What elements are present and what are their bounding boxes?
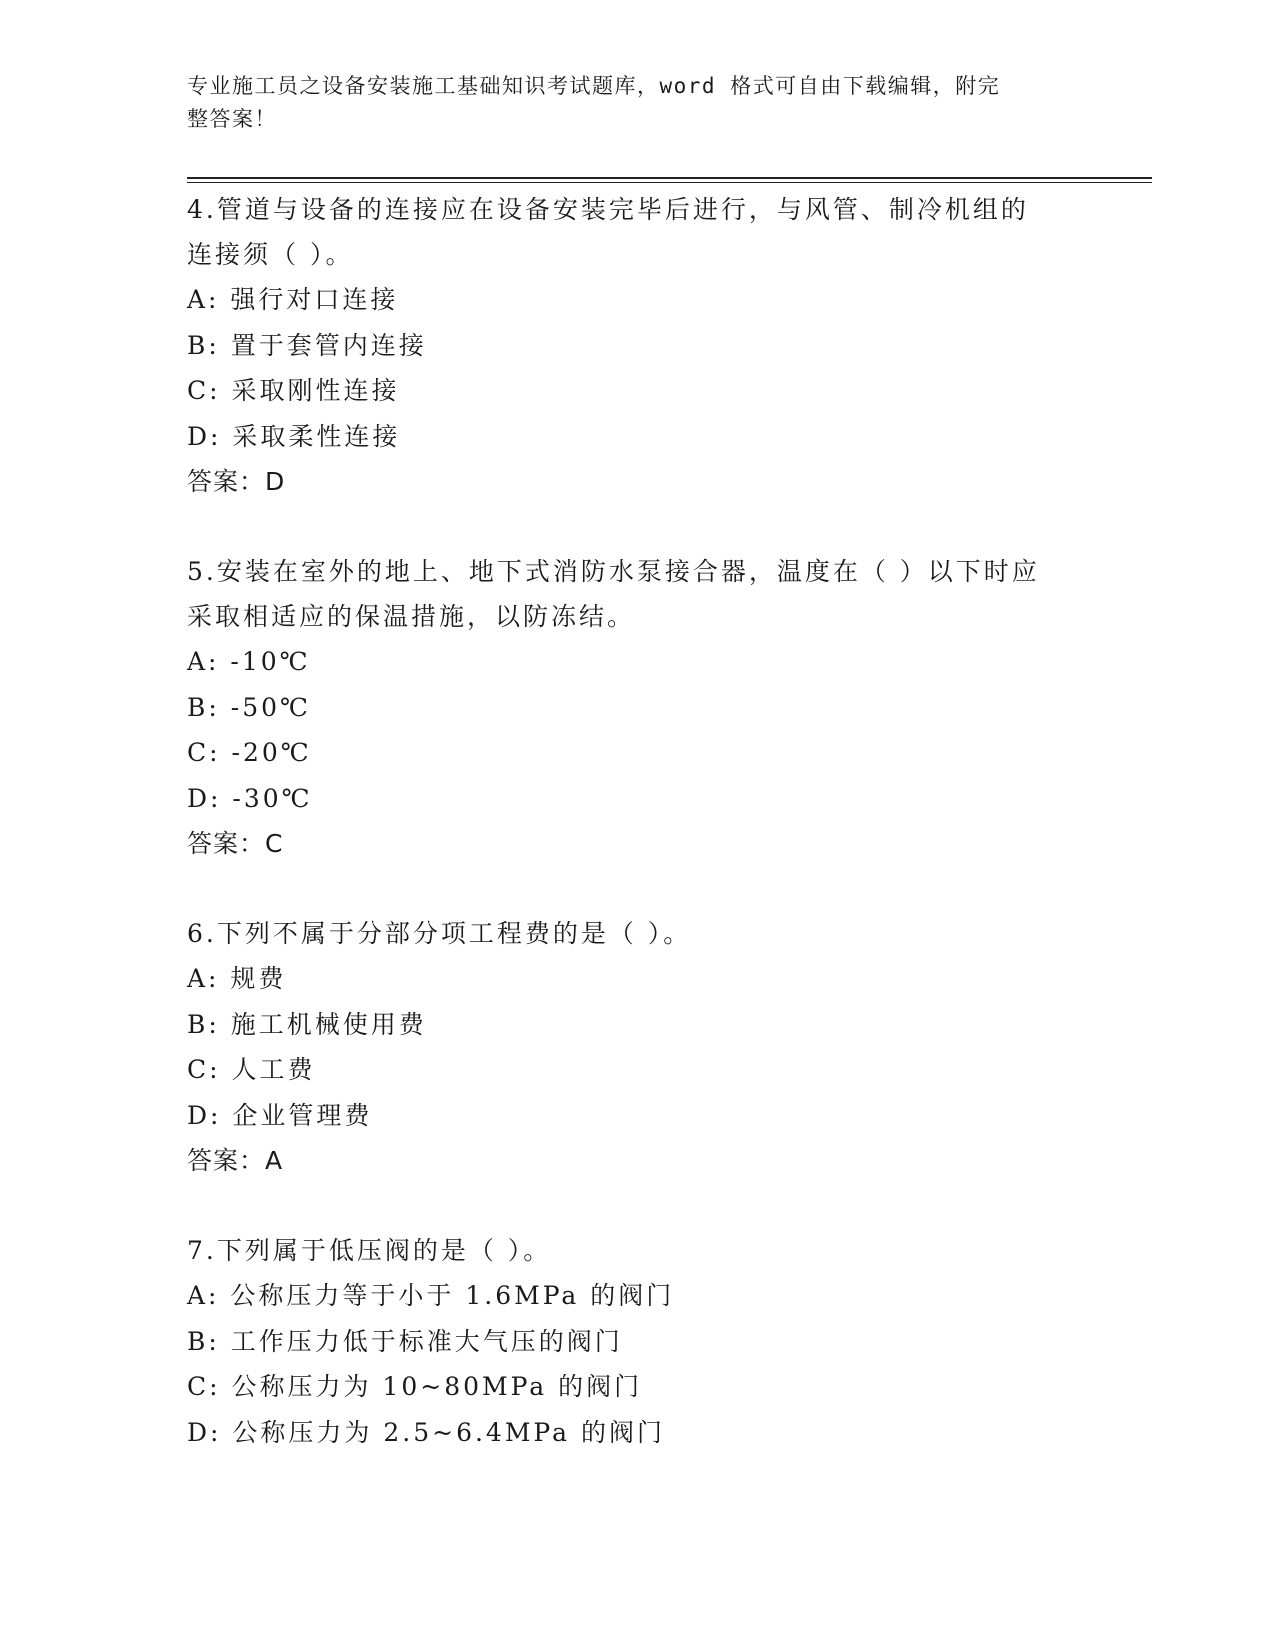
header-line-2: 整答案！ [187,107,277,131]
option-c: C: 公称压力为 10~80MPa 的阀门 [187,1372,643,1401]
question-stem: 5.安装在室外的地上、地下式消防水泵接合器，温度在（ ）以下时应 [187,557,1040,586]
question-stem-continued: 采取相适应的保温措施，以防冻结。 [187,602,636,631]
answer: 答案：A [187,1146,284,1175]
question-list [187,187,1087,1500]
option-b: B: -50℃ [187,692,311,722]
option-d: D: -30℃ [187,783,313,813]
option-c: C: -20℃ [187,738,312,767]
question-7 [187,1228,1087,1455]
option-d: D: 企业管理费 [187,1100,373,1130]
option-a: A: 公称压力等于小于 1.6MPa 的阀门 [187,1281,675,1310]
option-a: A: 规费 [187,964,287,993]
question-stem: 7.下列属于低压阀的是（ ）。 [187,1236,552,1265]
option-c: C: 人工费 [187,1055,316,1084]
document-header [187,70,1067,136]
option-d: D: 公称压力为 2.5~6.4MPa 的阀门 [187,1417,665,1447]
header-line-1: 专业施工员之设备安装施工基础知识考试题库，word 格式可自由下载编辑，附完 [187,74,1001,98]
header-divider-thick [187,177,1152,179]
option-c: C: 采取刚性连接 [187,376,400,405]
question-6 [187,911,1087,1183]
question-stem: 6.下列不属于分部分项工程费的是（ ）。 [187,919,692,948]
option-b: B: 置于套管内连接 [187,330,427,360]
option-a: A: 强行对口连接 [187,285,399,314]
question-4 [187,187,1087,504]
option-b: B: 施工机械使用费 [187,1009,427,1039]
question-5 [187,549,1087,866]
question-stem-continued: 连接须（ ）。 [187,240,354,269]
answer: 答案：C [187,829,284,858]
answer: 答案：D [187,467,286,496]
option-b: B: 工作压力低于标准大气压的阀门 [187,1326,623,1356]
option-d: D: 采取柔性连接 [187,421,401,451]
header-divider-thin [187,182,1152,183]
question-stem: 4.管道与设备的连接应在设备安装完毕后进行，与风管、制冷机组的 [187,195,1029,224]
option-a: A: -10℃ [187,647,311,676]
